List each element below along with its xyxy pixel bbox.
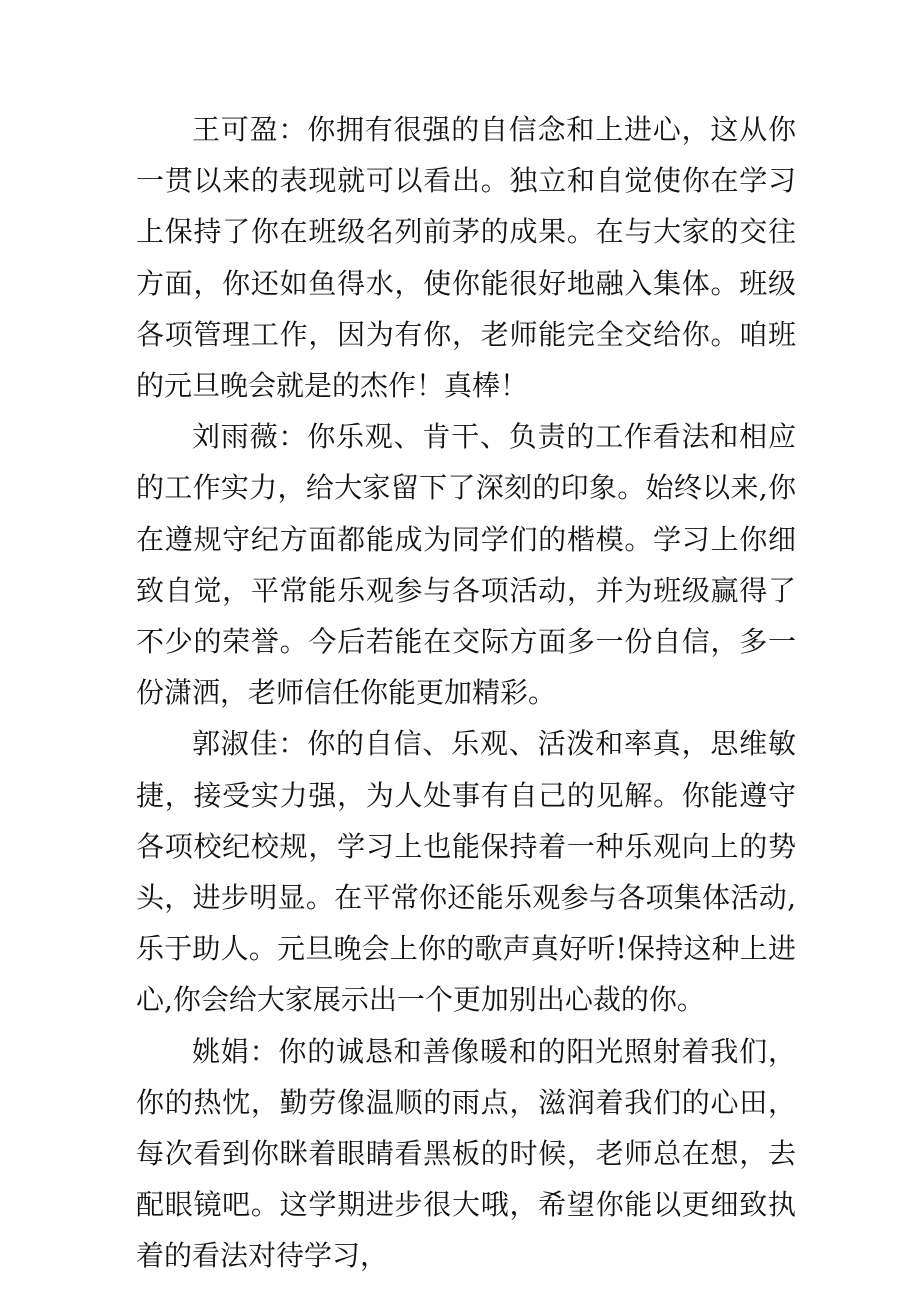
comment-paragraph-yao-juan: 姚娟：你的诚恳和善像暖和的阳光照射着我们，你的热忱，勤劳像温顺的雨点，滋润着我们的心田，每次看到你眯着眼睛看黑板的时候，老师总在想，去配眼镜吧。这学期进步很大哦，希望你能以更细致执着的看法对待学习， [136, 1034, 796, 1273]
comment-paragraph-liu-yuwei: 刘雨薇：你乐观、肯干、负责的工作看法和相应的工作实力，给大家留下了深刻的印象。始终以来,你在遵规守纪方面都能成为同学们的楷模。学习上你细致自觉，平常能乐观参与各项活动，并为班级赢得了不少的荣誉。今后若能在交际方面多一份自信，多一份潇洒，老师信任你能更加精彩。 [136, 420, 796, 710]
comment-paragraph-wang-keying: 王可盈：你拥有很强的自信念和上进心，这从你一贯以来的表现就可以看出。独立和自觉使你在学习上保持了你在班级名列前茅的成果。在与大家的交往方面，你还如鱼得水，使你能很好地融入集体。班级各项管理工作，因为有你，老师能完全交给你。咱班的元旦晚会就是的杰作！真棒！ [136, 113, 796, 403]
document-body [136, 104, 796, 1282]
comment-paragraph-guo-shujia: 郭淑佳：你的自信、乐观、活泼和率真，思维敏捷，接受实力强，为人处事有自己的见解。你能遵守各项校纪校规，学习上也能保持着一种乐观向上的势头，进步明显。在平常你还能乐观参与各项集体活动,乐于助人。元旦晚会上你的歌声真好听!保持这种上进心,你会给大家展示出一个更加别出心裁的你。 [136, 727, 796, 1017]
